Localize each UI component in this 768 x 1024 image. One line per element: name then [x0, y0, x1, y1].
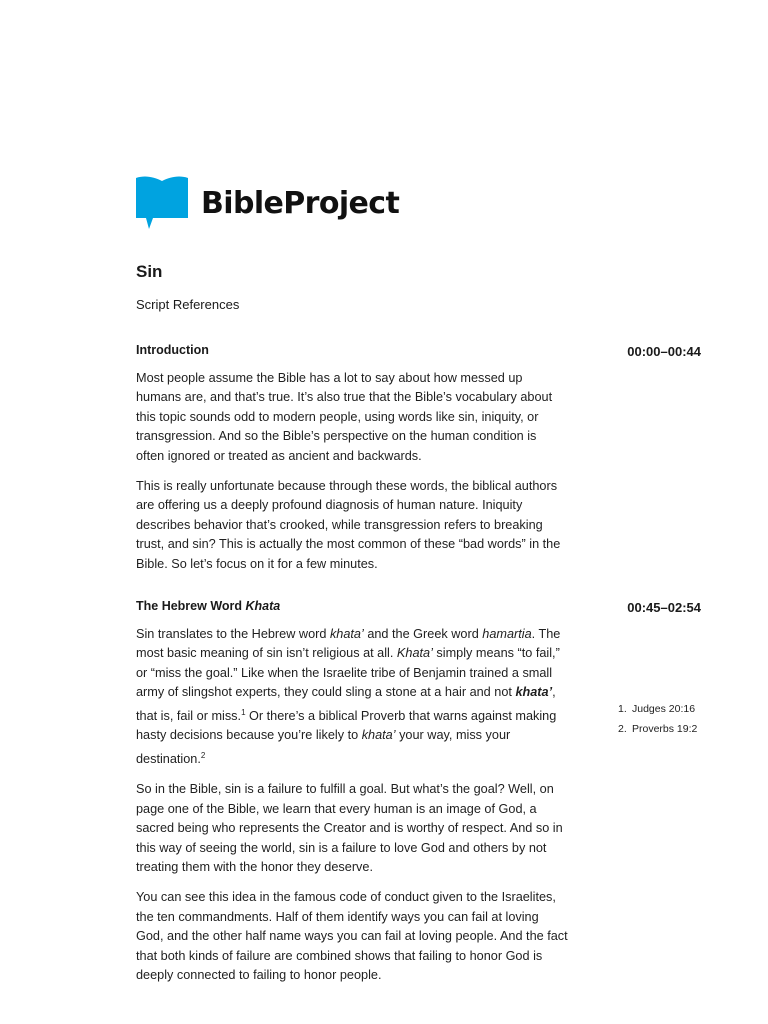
hebrew-term-bold: khata’ [515, 685, 553, 700]
footnote-ref-1[interactable]: 1 [241, 707, 246, 717]
text-run: simply means “to fail,” or “miss the goal.” Like when the Israelite tribe of Benjamin trained a small army of slingshot experts, they could sling a stone at a hair and not [136, 646, 560, 700]
section-title-text: The Hebrew Word [136, 599, 246, 613]
paragraph: Most people assume the Bible has a lot to say about how messed up humans are, and that’s true. It’s also true that the Bible’s vocabulary about this topic sounds odd to modern people, using words like sin, iniquity, or transgression. And so the Bible’s perspective on the human condition is often ignored or treated as ancient and backwards. [136, 371, 553, 463]
document-title: Sin [136, 262, 163, 281]
paragraph: This is really unfortunate because through these words, the biblical authors are offering us a deeply profound diagnosis of human nature. Iniquity describes behavior that’s crooked, while transgression refers to breaking trust, and sin? This is actually the most common of these “bad words” in the Bible. So let’s focus on it for a few minutes. [136, 479, 561, 571]
section-title [136, 599, 280, 613]
paragraph: So in the Bible, sin is a failure to fulfill a goal. But what’s the goal? Well, on page one of the Bible, we learn that every human is an image of God, a sacred being who represents the Creator and is worthy of respect. And so in this way of seeing the world, sin is a failure to love God and others by not treating them with the honor they deserve. [136, 782, 563, 874]
text-run: Or there’s a biblical Proverb that warns against making hasty decisions because you’re likely to [136, 708, 557, 743]
section-body [136, 369, 568, 574]
footnote-reference: Proverbs 19:2 [632, 723, 698, 735]
section-timestamp: 00:45–02:54 [627, 600, 701, 615]
paragraph: You can see this idea in the famous code of conduct given to the Israelites, the ten commandments. Half of them identify ways you can fail at loving God, and the other half name ways you can fail at loving people. And the fact that both kinds of failure are combined shows that failing to honor God is deeply connected to failing to honor people. [136, 890, 568, 982]
footnote-reference: Judges 20:16 [632, 703, 696, 715]
section-hebrew-word-khata [136, 597, 701, 996]
section-header [136, 597, 701, 619]
text-run: . The most basic meaning of sin isn’t religious at all. [136, 627, 561, 661]
footnote-ref-2[interactable]: 2 [200, 750, 206, 760]
bibleproject-logo [136, 176, 399, 230]
footnote-number: 1. [618, 703, 627, 715]
text-run: Sin translates to the Hebrew word [136, 627, 330, 641]
text-run: and the Greek word [363, 627, 483, 641]
text-run: , that is, fail or miss. [136, 685, 556, 723]
book-bubble-icon [136, 176, 188, 230]
footnote-item [618, 703, 697, 723]
section-timestamp: 00:00–00:44 [627, 344, 701, 359]
hebrew-term: khata’ [329, 627, 364, 641]
section-header [136, 341, 701, 363]
section-title-emphasis: Khata [245, 599, 281, 613]
greek-term: hamartia [482, 627, 532, 641]
section-body [136, 625, 568, 985]
footnotes [618, 703, 697, 743]
hebrew-term: Khata’ [396, 646, 433, 661]
footnote-item [618, 723, 697, 743]
document-subtitle: Script References [136, 297, 240, 312]
paragraph [136, 625, 568, 769]
text-run: your way, miss your destination. [136, 728, 511, 766]
section-title: Introduction [136, 343, 209, 357]
brand-name: BibleProject [201, 185, 400, 221]
footnote-number: 2. [618, 723, 627, 735]
section-introduction [136, 341, 701, 585]
hebrew-term: khata’ [361, 728, 396, 743]
